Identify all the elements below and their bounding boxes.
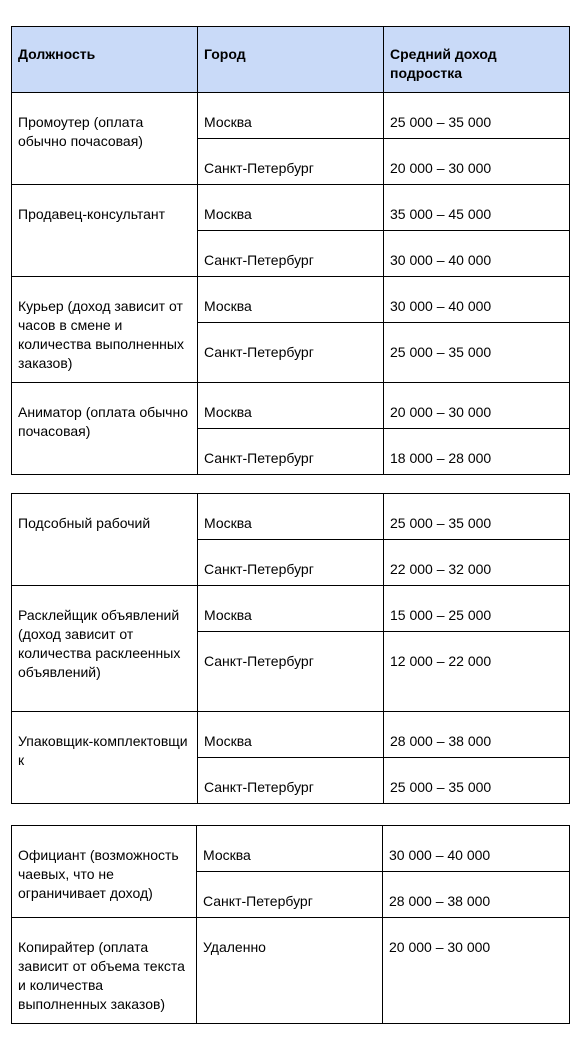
header-city: Город: [198, 27, 384, 93]
income-cell: 28 000 – 38 000: [384, 712, 570, 758]
table-row: [12, 93, 570, 139]
position-cell: Курьер (доход зависит от часов в смене и количества выполненных заказов): [12, 277, 198, 383]
income-cell: 28 000 – 38 000: [383, 872, 570, 918]
income-cell: 20 000 – 30 000: [383, 918, 570, 1024]
city-cell: Москва: [197, 826, 383, 872]
position-cell: Официант (возможность чаевых, что не ограничивает доход): [12, 826, 197, 918]
income-cell: 35 000 – 45 000: [384, 185, 570, 231]
income-cell: 25 000 – 35 000: [384, 758, 570, 804]
position-cell: Расклейщик объявлений (доход зависит от количества расклеенных объявлений): [12, 586, 198, 712]
table-row: [12, 277, 570, 323]
table-row: [12, 712, 570, 758]
position-cell: Продавец-консультант: [12, 185, 198, 277]
city-cell: Санкт-Петербург: [198, 231, 384, 277]
income-cell: 30 000 – 40 000: [384, 277, 570, 323]
city-cell: Санкт-Петербург: [197, 872, 383, 918]
table-row: [12, 494, 570, 540]
city-cell: Удаленно: [197, 918, 383, 1024]
city-cell: Москва: [198, 712, 384, 758]
city-cell: Москва: [198, 383, 384, 429]
income-cell: 22 000 – 32 000: [384, 540, 570, 586]
position-cell: Промоутер (оплата обычно почасовая): [12, 93, 198, 185]
income-cell: 25 000 – 35 000: [384, 93, 570, 139]
position-cell: Копирайтер (оплата зависит от объема текста и количества выполненных заказов): [12, 918, 197, 1024]
header-position: Должность: [12, 27, 198, 93]
salary-table-2: [11, 493, 570, 804]
city-cell: Санкт-Петербург: [198, 139, 384, 185]
city-cell: Москва: [198, 93, 384, 139]
salary-table-3: [11, 825, 570, 1024]
city-cell: Санкт-Петербург: [198, 323, 384, 383]
income-cell: 20 000 – 30 000: [384, 383, 570, 429]
header-income: Средний доход подростка: [384, 27, 570, 93]
income-cell: 18 000 – 28 000: [384, 429, 570, 475]
position-cell: Упаковщик-комплектовщик: [12, 712, 198, 804]
city-cell: Санкт-Петербург: [198, 429, 384, 475]
city-cell: Санкт-Петербург: [198, 540, 384, 586]
header-row: [12, 27, 570, 93]
position-cell: Подсобный рабочий: [12, 494, 198, 586]
city-cell: Санкт-Петербург: [198, 758, 384, 804]
position-cell: Аниматор (оплата обычно почасовая): [12, 383, 198, 475]
city-cell: Москва: [198, 277, 384, 323]
income-cell: 30 000 – 40 000: [383, 826, 570, 872]
salary-table-1: [11, 26, 570, 475]
income-cell: 30 000 – 40 000: [384, 231, 570, 277]
income-cell: 25 000 – 35 000: [384, 494, 570, 540]
income-cell: 15 000 – 25 000: [384, 586, 570, 632]
city-cell: Москва: [198, 185, 384, 231]
table-row: [12, 383, 570, 429]
city-cell: Москва: [198, 586, 384, 632]
table-row: [12, 918, 570, 1024]
table-row: [12, 826, 570, 872]
income-cell: 12 000 – 22 000: [384, 632, 570, 712]
table-row: [12, 185, 570, 231]
table-row: [12, 586, 570, 632]
city-cell: Санкт-Петербург: [198, 632, 384, 712]
income-cell: 20 000 – 30 000: [384, 139, 570, 185]
city-cell: Москва: [198, 494, 384, 540]
income-cell: 25 000 – 35 000: [384, 323, 570, 383]
